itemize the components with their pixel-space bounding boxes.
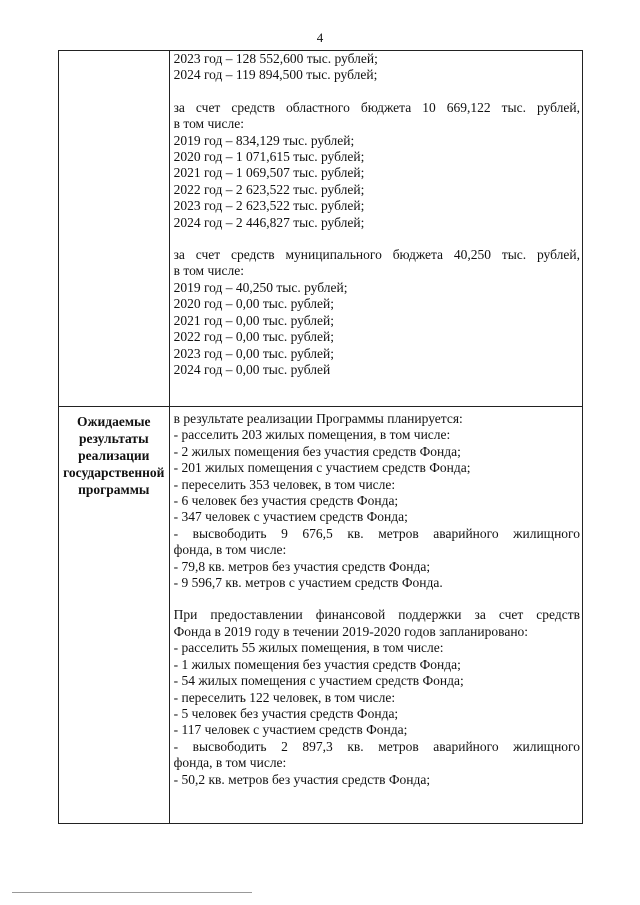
text-line: в том числе: — [173, 263, 244, 279]
expected-results-text-cell — [169, 407, 582, 824]
text-line: - расселить 55 жилых помещения, в том числе: — [173, 640, 444, 656]
text-line: 2020 год – 0,00 тыс. рублей; — [173, 296, 334, 312]
text-line: - 117 человек с участием средств Фонда; — [173, 722, 408, 738]
financing-row — [59, 51, 583, 407]
text-line: в том числе: — [173, 116, 244, 132]
text-line: 2024 год – 119 894,500 тыс. рублей; — [173, 67, 378, 83]
spacer — [170, 591, 582, 607]
text-line: в результате реализации Программы планируется: — [173, 411, 463, 426]
program-passport-table — [58, 50, 583, 824]
text-line: 2024 год – 0,00 тыс. рублей — [173, 361, 331, 377]
expected-results-label-cell — [59, 407, 170, 824]
text-line: При предоставлении финансовой поддержки за счет средств — [173, 607, 580, 623]
text-line: за счет средств областного бюджета 10 669,122 тыс. рублей, — [173, 99, 580, 115]
text-line: - высвободить 9 676,5 кв. метров аварийного жилищного — [173, 525, 580, 541]
text-line: - переселить 122 человек, в том числе: — [173, 689, 396, 705]
text-line: 2019 год – 834,129 тыс. рублей; — [173, 132, 355, 148]
label-line: реализации — [78, 448, 150, 463]
text-line: фонда, в том числе: — [173, 755, 287, 771]
text-line: - 50,2 кв. метров без участия средств Фонда; — [173, 771, 431, 787]
text-line: 2023 год – 0,00 тыс. рублей; — [173, 345, 334, 361]
label-line: результаты — [78, 431, 149, 446]
text-line: фонда, в том числе: — [173, 542, 287, 558]
text-line: Фонда в 2019 году в течении 2019-2020 годов запланировано: — [173, 623, 529, 639]
results-block-1 — [170, 407, 582, 591]
label-line: Ожидаемые — [77, 414, 151, 429]
text-line: - расселить 203 жилых помещения, в том числе: — [173, 427, 451, 443]
spacer — [170, 84, 582, 100]
text-line: - 79,8 кв. метров без участия средств Фонда; — [173, 558, 431, 574]
text-line: - 54 жилых помещения с участием средств Фонда; — [173, 673, 464, 689]
text-line: 2022 год – 2 623,522 тыс. рублей; — [173, 181, 365, 197]
text-line: - 201 жилых помещения с участием средств Фонда; — [173, 460, 471, 476]
financing-label-cell — [59, 51, 170, 407]
text-line: - 9 596,7 кв. метров с участием средств Фонда. — [173, 575, 443, 591]
text-line: за счет средств муниципального бюджета 40,250 тыс. рублей, — [173, 247, 580, 263]
expected-results-label — [59, 407, 169, 498]
page-number: 4 — [316, 30, 324, 45]
text-line: - 2 жилых помещения без участия средств Фонда; — [173, 443, 461, 459]
text-line: 2023 год – 2 623,522 тыс. рублей; — [173, 198, 365, 214]
text-line: - 347 человек с участием средств Фонда; — [173, 509, 408, 525]
financing-text-cell — [169, 51, 582, 407]
text-line: 2023 год – 128 552,600 тыс. рублей; — [173, 51, 378, 66]
label-line: программы — [78, 482, 150, 497]
results-block-2 — [170, 607, 582, 787]
spacer — [170, 231, 582, 247]
text-line: 2021 год – 0,00 тыс. рублей; — [173, 312, 334, 328]
text-line: - высвободить 2 897,3 кв. метров аварийного жилищного — [173, 738, 580, 754]
text-line: - 6 человек без участия средств Фонда; — [173, 493, 399, 509]
expected-results-row — [59, 407, 583, 824]
text-line: - переселить 353 человек, в том числе: — [173, 476, 396, 492]
text-line: - 5 человек без участия средств Фонда; — [173, 705, 399, 721]
footer-rule — [12, 892, 252, 893]
text-line: 2022 год – 0,00 тыс. рублей; — [173, 329, 334, 345]
text-line: 2020 год – 1 071,615 тыс. рублей; — [173, 149, 365, 165]
text-line: 2019 год – 40,250 тыс. рублей; — [173, 279, 348, 295]
text-line: - 1 жилых помещения без участия средств Фонда; — [173, 656, 461, 672]
text-line: 2024 год – 2 446,827 тыс. рублей; — [173, 214, 365, 230]
label-line: государственной — [63, 465, 165, 480]
text-line: 2021 год – 1 069,507 тыс. рублей; — [173, 165, 365, 181]
